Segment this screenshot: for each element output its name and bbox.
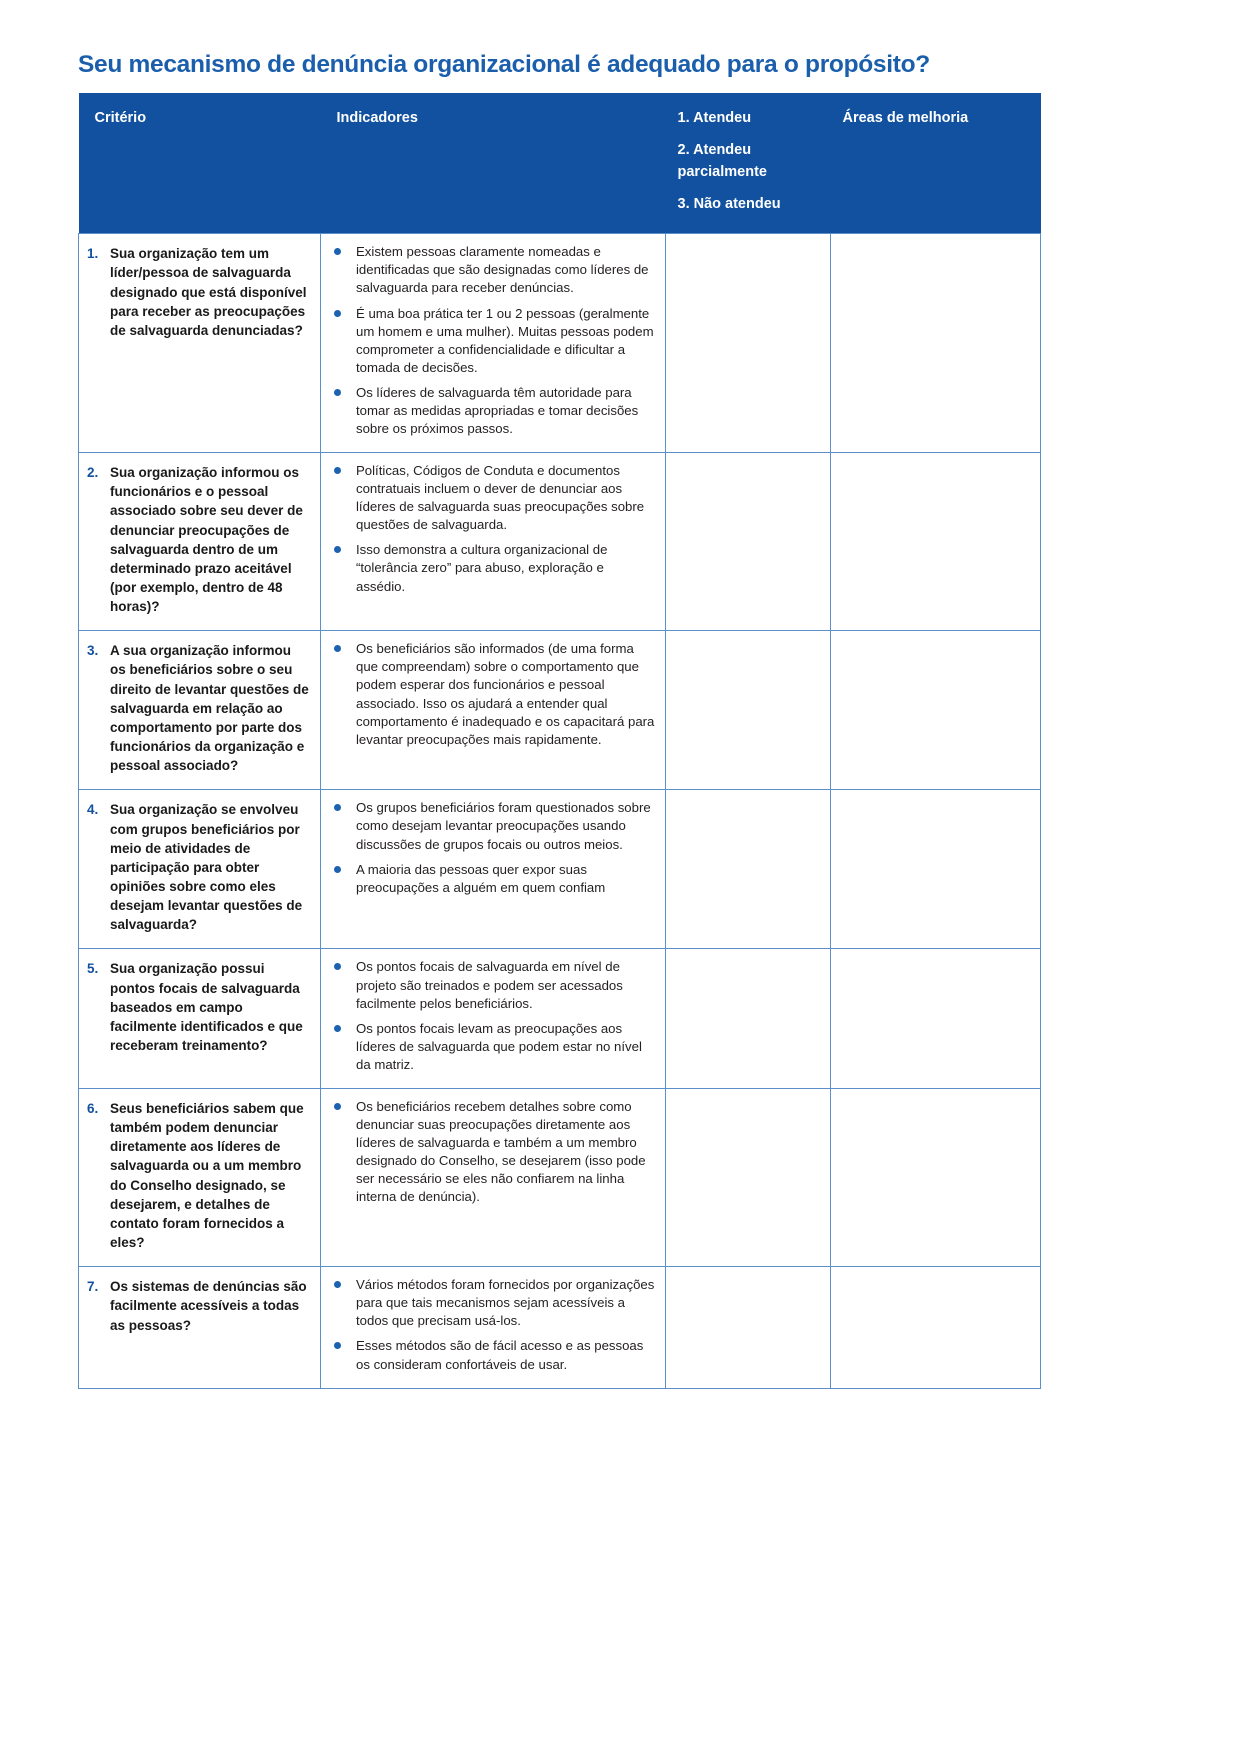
bullet-dot-icon	[334, 1342, 341, 1349]
criterion-number: 7.	[87, 1279, 99, 1295]
bullet-dot-icon	[334, 1281, 341, 1288]
column-header-criterion: Critério	[79, 93, 321, 233]
column-header-indicators: Indicadores	[321, 93, 666, 233]
rating-cell[interactable]	[666, 453, 831, 631]
indicator-item	[331, 1020, 655, 1074]
indicator-text: Os pontos focais levam as preocupações aos líderes de salvaguarda que podem estar no nível da matriz.	[356, 1020, 642, 1072]
criterion-text: Sua organização se envolveu com grupos beneficiários por meio de atividades de participação para obter opiniões sobre como eles desejam levantar questões de salvaguarda?	[110, 802, 303, 933]
improvement-cell[interactable]	[831, 453, 1041, 631]
table-row	[79, 949, 1041, 1088]
indicator-text: Existem pessoas claramente nomeadas e identificadas que são designadas como líderes de salvaguarda para receber denúncias.	[356, 244, 649, 296]
indicator-item	[331, 958, 655, 1012]
improvement-cell[interactable]	[831, 790, 1041, 949]
criterion-text: Os sistemas de denúncias são facilmente acessíveis a todas as pessoas?	[110, 1279, 307, 1333]
indicator-item	[331, 462, 655, 534]
criterion-number: 5.	[87, 961, 99, 977]
indicator-item	[331, 640, 655, 748]
criterion-cell	[79, 631, 321, 790]
improvement-cell[interactable]	[831, 1088, 1041, 1266]
indicators-cell	[321, 234, 666, 453]
indicator-list	[331, 1098, 655, 1206]
indicator-text: Os beneficiários são informados (de uma forma que compreendam) sobre o comportamento que podem esperar dos funcionários e pessoal associado. Isso os ajudará a entender qual comportamento é inadequado e os capacitará para levantar preocupações mais rapidamente.	[356, 641, 655, 747]
improvement-cell[interactable]	[831, 631, 1041, 790]
criterion-number: 6.	[87, 1100, 99, 1116]
table-row	[79, 234, 1041, 453]
rating-option-2: 2. Atendeu parcialmente	[677, 141, 767, 181]
rating-cell[interactable]	[666, 234, 831, 453]
column-header-improvement-areas: Áreas de melhoria	[831, 93, 1041, 233]
criterion-cell	[79, 453, 321, 631]
indicator-item	[331, 541, 655, 595]
rating-cell[interactable]	[666, 631, 831, 790]
rating-cell[interactable]	[666, 790, 831, 949]
indicator-item	[331, 799, 655, 853]
indicator-text: É uma boa prática ter 1 ou 2 pessoas (geralmente um homem e uma mulher). Muitas pessoas podem comprometer a confidencialidade e dificultar a tomada de decisões.	[356, 305, 654, 375]
table-row	[79, 1267, 1041, 1388]
indicator-text: Políticas, Códigos de Conduta e documentos contratuais incluem o dever de denunciar aos líderes de salvaguarda suas preocupações sobre questões de salvaguarda.	[356, 463, 645, 533]
table-header-row	[79, 93, 1041, 233]
bullet-dot-icon	[334, 1103, 341, 1110]
table-row	[79, 631, 1041, 790]
criterion-text: Sua organização possui pontos focais de salvaguarda baseados em campo facilmente identificados e que receberam treinamento?	[110, 961, 303, 1054]
indicator-text: Os beneficiários recebem detalhes sobre como denunciar suas preocupações diretamente aos líderes de salvaguarda e também a um membro designado do Conselho, se desejarem (isso pode ser necessário se eles não confiarem na linha interna de denúncia).	[356, 1098, 646, 1205]
bullet-dot-icon	[334, 1025, 341, 1032]
criterion-cell	[79, 790, 321, 949]
criterion-number: 4.	[87, 802, 99, 818]
indicators-cell	[321, 1267, 666, 1388]
table-row	[79, 790, 1041, 949]
criterion-number: 2.	[87, 465, 99, 481]
indicator-text: Vários métodos foram fornecidos por organizações para que tais mecanismos sejam acessíveis a todos que precisam usá-los.	[356, 1277, 655, 1329]
table-body	[79, 234, 1041, 1388]
bullet-dot-icon	[334, 866, 341, 873]
indicator-item	[331, 1098, 655, 1206]
bullet-dot-icon	[334, 804, 341, 811]
table-row	[79, 1088, 1041, 1266]
criterion-cell	[79, 1088, 321, 1266]
indicator-item	[331, 243, 655, 297]
indicator-text: Os grupos beneficiários foram questionados sobre como desejam levantar preocupações usando discussões de grupos focais ou outros meios.	[356, 800, 651, 852]
bullet-dot-icon	[334, 546, 341, 553]
indicator-item	[331, 861, 655, 897]
indicator-item	[331, 1337, 655, 1373]
bullet-dot-icon	[334, 963, 341, 970]
indicators-cell	[321, 453, 666, 631]
indicator-text: Os líderes de salvaguarda têm autoridade para tomar as medidas apropriadas e tomar decisões sobre os próximos passos.	[356, 384, 639, 436]
indicator-item	[331, 305, 655, 377]
bullet-dot-icon	[334, 310, 341, 317]
improvement-cell[interactable]	[831, 949, 1041, 1088]
bullet-dot-icon	[334, 389, 341, 396]
column-header-rating-scale	[666, 93, 831, 233]
criterion-cell	[79, 1267, 321, 1388]
bullet-dot-icon	[334, 467, 341, 474]
rating-cell[interactable]	[666, 949, 831, 1088]
criterion-text: Sua organização tem um líder/pessoa de salvaguarda designado que está disponível para receber as preocupações de salvaguarda denunciadas?	[110, 246, 307, 338]
rating-option-1: 1. Atendeu	[677, 110, 752, 127]
indicators-cell	[321, 1088, 666, 1266]
bullet-dot-icon	[334, 248, 341, 255]
indicators-cell	[321, 949, 666, 1088]
rating-option-3: 3. Não atendeu	[677, 195, 781, 212]
indicator-text: Esses métodos são de fácil acesso e as pessoas os consideram confortáveis de usar.	[356, 1338, 644, 1372]
indicator-text: Os pontos focais de salvaguarda em nível de projeto são treinados e podem ser acessados facilmente pelos beneficiários.	[356, 959, 623, 1011]
bullet-dot-icon	[334, 645, 341, 652]
assessment-table	[78, 93, 1041, 1388]
rating-cell[interactable]	[666, 1088, 831, 1266]
criterion-text: Sua organização informou os funcionários e o pessoal associado sobre seu dever de denunciar preocupações de salvaguarda dentro de um determinado prazo aceitável (por exemplo, dentro de 48 horas)?	[110, 465, 303, 615]
criterion-cell	[79, 234, 321, 453]
indicator-text: Isso demonstra a cultura organizacional de “tolerância zero” para abuso, exploração e assédio.	[356, 542, 608, 594]
indicator-list	[331, 799, 655, 896]
table-header	[79, 93, 1041, 233]
criterion-number: 3.	[87, 643, 99, 659]
criterion-text: Seus beneficiários sabem que também podem denunciar diretamente aos líderes de salvaguarda ou a um membro do Conselho designado, se desejarem, e detalhes de contato foram fornecidos a eles?	[110, 1100, 304, 1251]
page-title: Seu mecanismo de denúncia organizacional é adequado para o propósito?	[78, 51, 930, 78]
table-row	[79, 453, 1041, 631]
indicator-item	[331, 1276, 655, 1330]
indicators-cell	[321, 790, 666, 949]
rating-cell[interactable]	[666, 1267, 831, 1388]
indicator-list	[331, 1276, 655, 1373]
indicator-list	[331, 640, 655, 748]
indicator-list	[331, 462, 655, 596]
criterion-cell	[79, 949, 321, 1088]
indicators-cell	[321, 631, 666, 790]
improvement-cell[interactable]	[831, 234, 1041, 453]
criterion-number: 1.	[87, 246, 99, 262]
indicator-list	[331, 958, 655, 1073]
indicator-list	[331, 243, 655, 438]
criterion-text: A sua organização informou os beneficiários sobre o seu direito de levantar questões de salvaguarda em relação ao comportamento por parte dos funcionários da organização e pessoal associado?	[110, 643, 309, 774]
indicator-text: A maioria das pessoas quer expor suas preocupações a alguém em quem confiam	[356, 861, 606, 895]
improvement-cell[interactable]	[831, 1267, 1041, 1388]
indicator-item	[331, 384, 655, 438]
